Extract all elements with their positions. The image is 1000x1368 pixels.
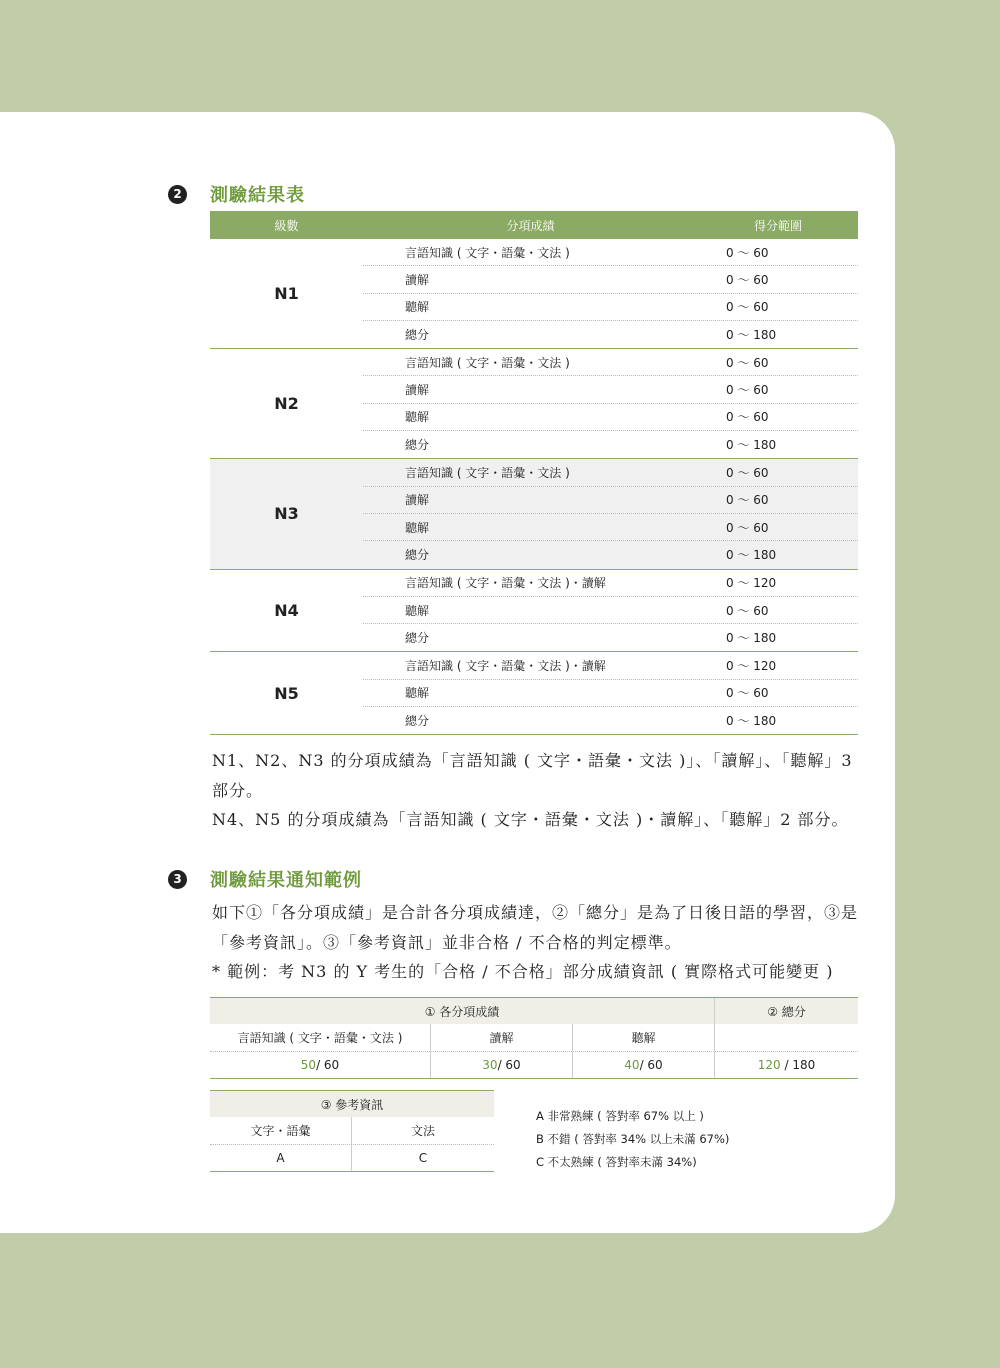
section-3-heading bbox=[168, 866, 362, 892]
score-range: 0 ～ 60 bbox=[726, 410, 769, 425]
section-title: 測驗結果通知範例 bbox=[210, 870, 362, 891]
section-name: 讀解 bbox=[405, 383, 430, 398]
level-group bbox=[210, 239, 858, 349]
table-row bbox=[363, 652, 858, 679]
section-3-intro: 如下①「各分項成績」是合計各分項成績達，②「總分」是為了日後日語的學習，③是「參考資訊」。③「參考資訊」並非合格 / 不合格的判定標準。 bbox=[212, 903, 859, 952]
level-group bbox=[210, 459, 858, 569]
table-row bbox=[363, 266, 858, 293]
section-name: 總分 bbox=[405, 438, 430, 453]
score-range: 0 ～ 180 bbox=[726, 714, 777, 729]
results-table bbox=[210, 211, 858, 735]
column-grammar: 文法 bbox=[410, 1124, 435, 1138]
table-header bbox=[210, 211, 858, 239]
score-row bbox=[210, 1051, 858, 1078]
column-header-row bbox=[210, 1117, 494, 1144]
table-row bbox=[363, 321, 858, 348]
reference-info-table bbox=[210, 1090, 494, 1172]
column-header-row bbox=[210, 1024, 858, 1051]
level-group bbox=[210, 652, 858, 735]
header-range: 得分範圍 bbox=[753, 218, 802, 233]
section-2-heading bbox=[168, 181, 305, 207]
header-sections: ① 各分項成績 bbox=[210, 998, 715, 1024]
section-3-example-note: * 範例：考 N3 的 Y 考生的「合格 / 不合格」部分成績資訊 ( 實際格式可能變更 ) bbox=[212, 962, 834, 981]
table-row bbox=[363, 294, 858, 321]
table-row bbox=[363, 487, 858, 514]
score-range: 0 ～ 180 bbox=[726, 548, 777, 563]
section-name: 言語知識 ( 文字・語彙・文法 ) bbox=[405, 466, 570, 481]
header-total: ② 總分 bbox=[767, 1004, 806, 1019]
section-name: 總分 bbox=[405, 631, 430, 646]
table-header bbox=[210, 997, 858, 1024]
legend-item: A 非常熟練 ( 答對率 67% 以上 ) bbox=[536, 1109, 704, 1123]
score-range: 0 ～ 120 bbox=[726, 659, 777, 674]
score-range: 0 ～ 180 bbox=[726, 631, 777, 646]
table-row bbox=[363, 459, 858, 486]
score-range: 0 ～ 60 bbox=[726, 355, 769, 370]
level-group bbox=[210, 570, 858, 653]
score-reading: 30 / 60 bbox=[431, 1052, 573, 1078]
level-name: N2 bbox=[274, 394, 299, 414]
column-listening: 聽解 bbox=[573, 1024, 715, 1051]
legend-item: B 不錯 ( 答對率 34% 以上未滿 67%) bbox=[536, 1132, 730, 1146]
legend-item: C 不太熟練 ( 答對率未滿 34%) bbox=[536, 1155, 697, 1169]
score-range: 0 ～ 60 bbox=[726, 493, 769, 508]
section-name: 讀解 bbox=[405, 272, 430, 287]
section-name: 聽解 bbox=[405, 300, 430, 315]
table-row bbox=[363, 404, 858, 431]
table-row bbox=[363, 376, 858, 403]
score-range: 0 ～ 60 bbox=[726, 245, 769, 260]
header-section: 分項成績 bbox=[506, 218, 555, 233]
sample-score-table bbox=[210, 997, 858, 1079]
column-language: 言語知識 ( 文字・語彙・文法 ) bbox=[210, 1024, 431, 1051]
table-row bbox=[363, 624, 858, 651]
section-name: 讀解 bbox=[405, 493, 430, 508]
level-group bbox=[210, 349, 858, 459]
table-header: ③ 參考資訊 bbox=[210, 1090, 494, 1117]
section-name: 聽解 bbox=[405, 410, 430, 425]
column-reading: 讀解 bbox=[431, 1024, 573, 1051]
value-row bbox=[210, 1144, 494, 1171]
level-name: N4 bbox=[274, 601, 299, 620]
level-name: N3 bbox=[274, 504, 299, 524]
level-name: N5 bbox=[274, 683, 299, 703]
table-row bbox=[363, 680, 858, 707]
section-name: 言語知識 ( 文字・語彙・文法 )・讀解 bbox=[405, 576, 606, 591]
value-vocabulary: A bbox=[210, 1145, 352, 1171]
table-row bbox=[363, 514, 858, 541]
table-row bbox=[363, 597, 858, 624]
section-number: 2 bbox=[168, 185, 187, 204]
score-range: 0 ～ 60 bbox=[726, 383, 769, 398]
section-number: 3 bbox=[168, 870, 187, 889]
section-name: 言語知識 ( 文字・語彙・文法 ) bbox=[405, 355, 570, 370]
section-title: 測驗結果表 bbox=[210, 185, 305, 206]
section-name: 言語知識 ( 文字・語彙・文法 ) bbox=[405, 245, 570, 260]
score-range: 0 ～ 180 bbox=[726, 438, 777, 453]
column-vocabulary: 文字・語彙 bbox=[210, 1117, 352, 1144]
header-level: 級數 bbox=[274, 218, 299, 233]
score-range: 0 ～ 60 bbox=[726, 603, 769, 618]
section-name: 聽解 bbox=[405, 520, 430, 535]
value-grammar: C bbox=[418, 1151, 428, 1165]
section-name: 總分 bbox=[405, 714, 430, 729]
table-row bbox=[363, 541, 858, 568]
levels bbox=[210, 239, 858, 735]
table-row bbox=[363, 431, 858, 458]
section-name: 聽解 bbox=[405, 603, 430, 618]
table-row bbox=[363, 570, 858, 597]
level-name: N1 bbox=[274, 284, 299, 304]
score-total: 120 / 180 bbox=[757, 1058, 816, 1072]
table-row bbox=[363, 707, 858, 734]
section-name: 總分 bbox=[405, 548, 430, 563]
score-range: 0 ～ 60 bbox=[726, 466, 769, 481]
score-language: 50 / 60 bbox=[210, 1052, 431, 1078]
table-row bbox=[363, 239, 858, 266]
score-range: 0 ～ 180 bbox=[726, 328, 777, 343]
score-range: 0 ～ 60 bbox=[726, 686, 769, 701]
section-2-note-1: N1、N2、N3 的分項成績為「言語知識 ( 文字・語彙・文法 )」、「讀解」、「聽解」3 部分。 bbox=[212, 751, 853, 800]
section-name: 聽解 bbox=[405, 686, 430, 701]
table-row bbox=[363, 349, 858, 376]
section-name: 總分 bbox=[405, 328, 430, 343]
section-2-note-2: N4、N5 的分項成績為「言語知識 ( 文字・語彙・文法 )・讀解」、「聽解」2 部分。 bbox=[212, 810, 849, 829]
grade-legend bbox=[536, 1105, 729, 1174]
section-name: 言語知識 ( 文字・語彙・文法 )・讀解 bbox=[405, 659, 606, 674]
score-listening: 40 / 60 bbox=[573, 1052, 715, 1078]
score-range: 0 ～ 60 bbox=[726, 520, 769, 535]
score-range: 0 ～ 120 bbox=[726, 576, 777, 591]
score-range: 0 ～ 60 bbox=[726, 300, 769, 315]
score-range: 0 ～ 60 bbox=[726, 272, 769, 287]
